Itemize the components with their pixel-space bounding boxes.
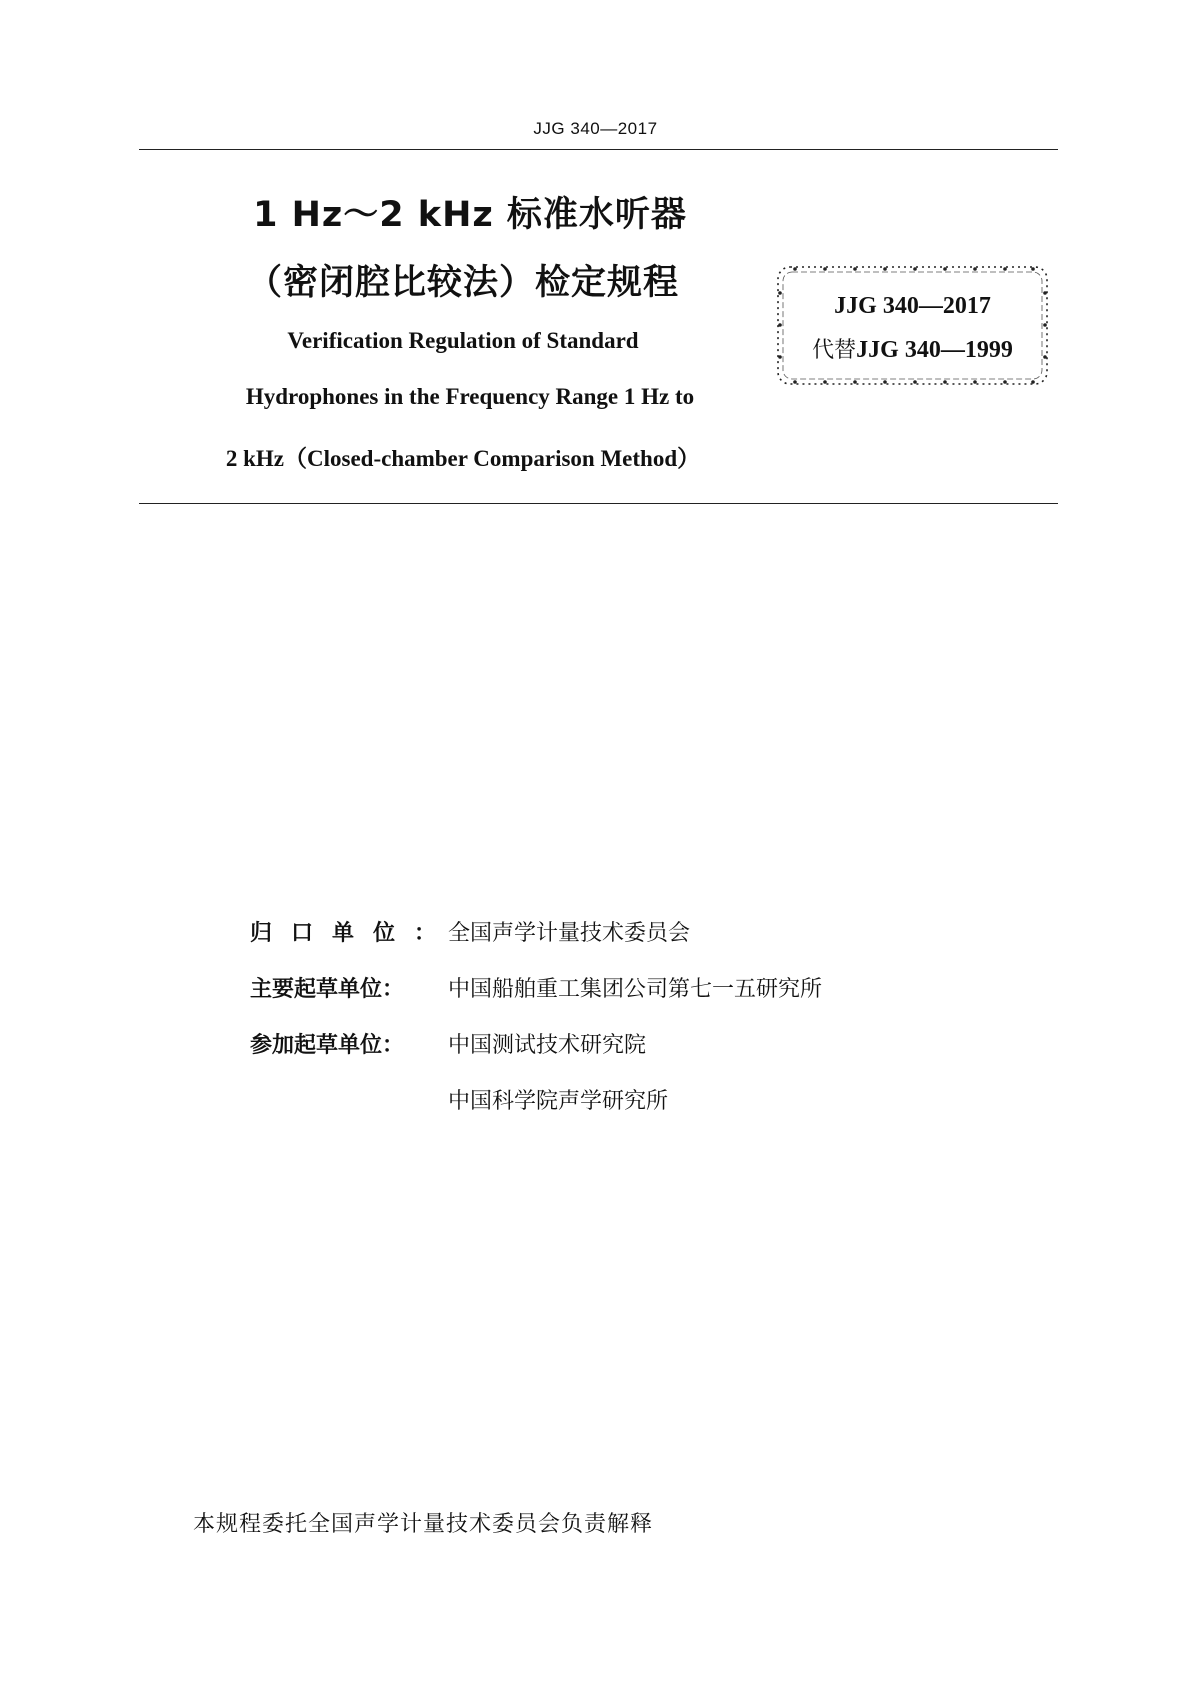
interpretation-note: 本规程委托全国声学计量技术委员会负责解释	[193, 1512, 654, 1537]
title-en-line2: Hydrophones in the Frequency Range 1 Hz to	[245, 384, 695, 409]
participants-label: 参加起草单位：	[250, 1033, 405, 1058]
standard-code: JJG 340—2017	[834, 293, 991, 319]
replace-label: 代替	[812, 338, 857, 363]
main-drafter-value: 中国船舶重工集团公司第七一五研究所	[448, 977, 823, 1002]
participant-item: 中国测试技术研究院	[448, 1033, 647, 1058]
header-rule	[139, 149, 1058, 150]
decorative-border-icon	[775, 263, 1050, 388]
title-en-line1: Verification Regulation of Standard	[287, 328, 639, 353]
header-standard-code: JJG 340—2017	[533, 119, 658, 138]
responsible-unit-value: 全国声学计量技术委员会	[448, 921, 691, 946]
title-cn-line1: 1 Hz～2 kHz 标准水听器	[253, 195, 687, 235]
responsible-unit-row	[250, 916, 690, 947]
participants-row	[250, 1028, 646, 1059]
participant-item: 中国科学院声学研究所	[448, 1089, 669, 1114]
standard-code-box	[775, 263, 1050, 388]
participants-row-continued	[250, 1084, 668, 1115]
title-bottom-rule	[139, 503, 1058, 504]
replaced-standard-code: JJG 340—1999	[856, 337, 1013, 363]
title-cn-line2: （密闭腔比较法）检定规程	[246, 263, 679, 303]
main-drafter-label: 主要起草单位：	[250, 977, 405, 1002]
title-en-line3: 2 kHz（Closed-chamber Comparison Method）	[225, 446, 701, 471]
main-drafter-row	[250, 972, 822, 1003]
responsible-unit-label: 归口单位：	[250, 921, 456, 946]
